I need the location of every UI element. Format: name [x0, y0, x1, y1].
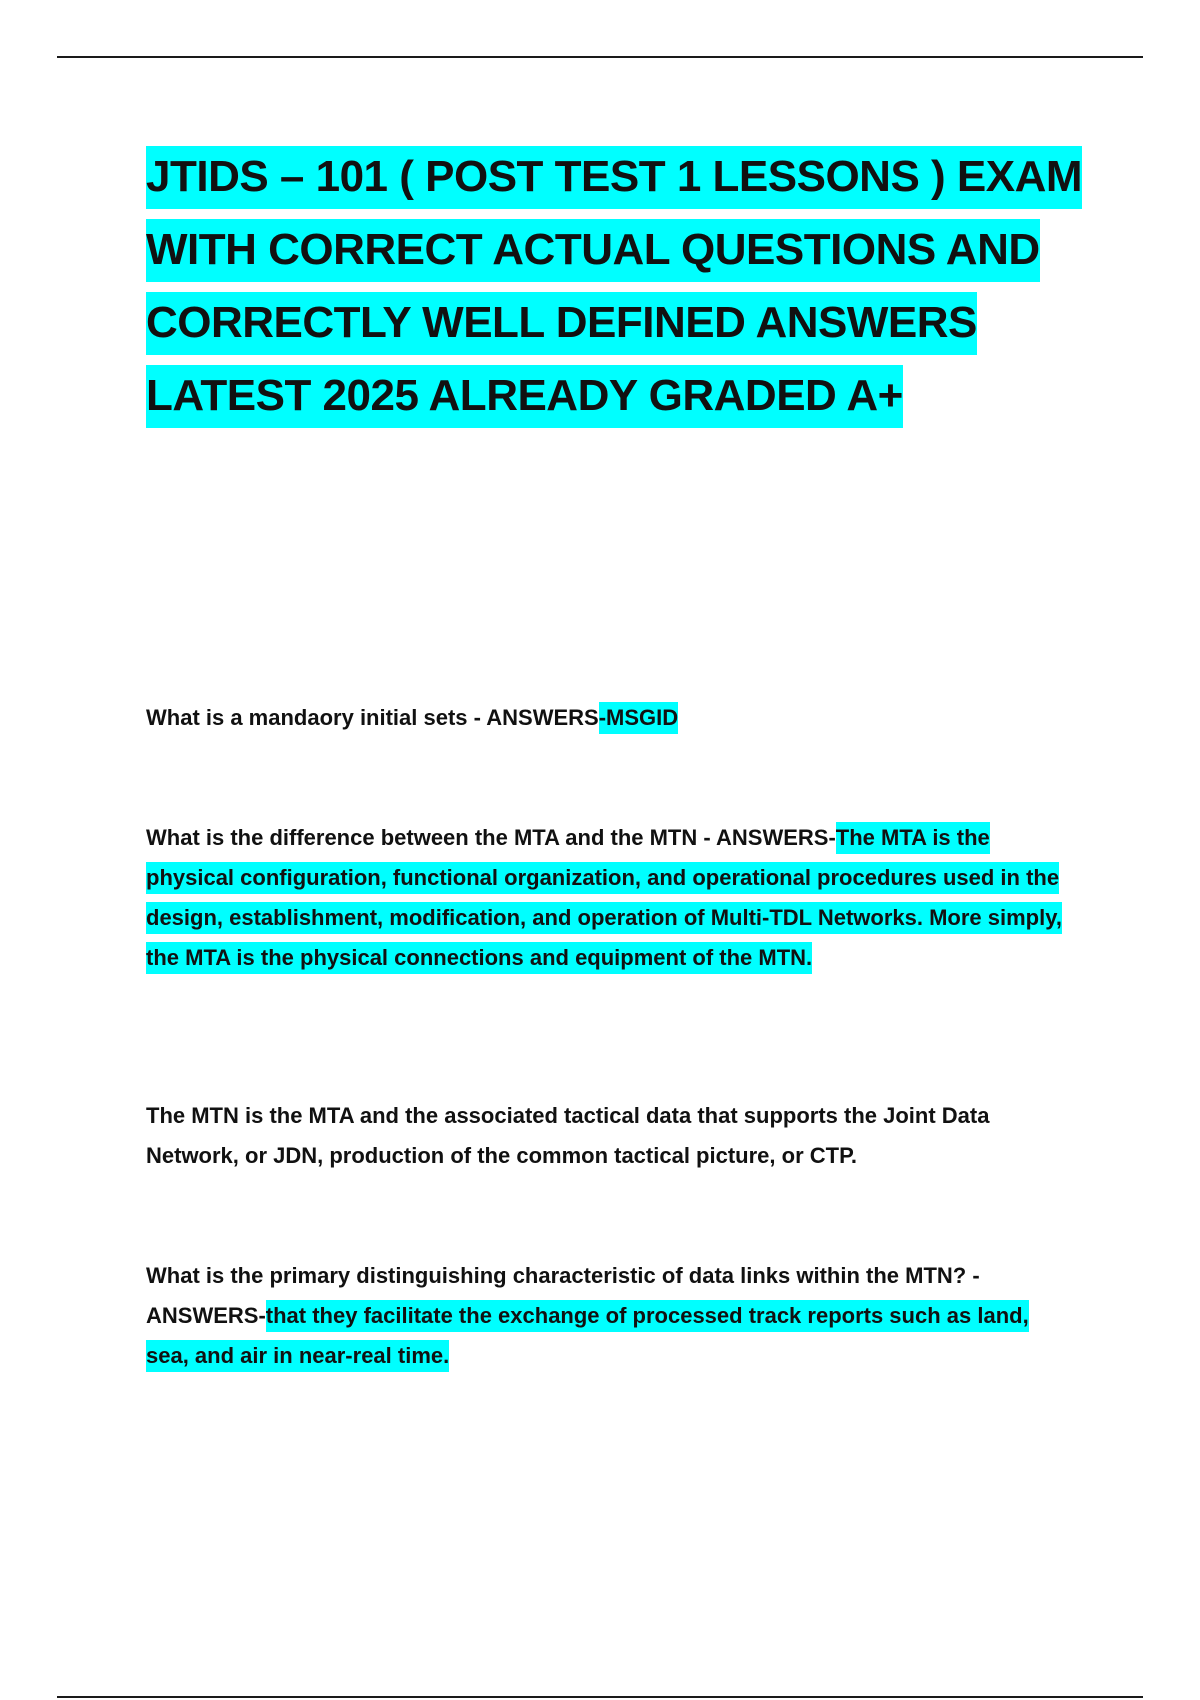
answer-text: -MSGID	[599, 702, 678, 734]
document-title	[146, 140, 1086, 432]
qa-item	[146, 818, 1076, 978]
bottom-rule	[57, 1696, 1143, 1698]
question-text: What is a mandaory initial sets - ANSWERS	[146, 705, 599, 730]
question-text: What is the primary distinguishing characteristic of data links within the MTN? - ANSWERS-	[146, 1263, 980, 1328]
answer-text: that they facilitate the exchange of processed track reports such as land, sea, and air in near-real time.	[146, 1300, 1029, 1372]
qa-item	[146, 698, 1076, 738]
question-text: What is the difference between the MTA and the MTN - ANSWERS-	[146, 825, 836, 850]
top-rule	[57, 56, 1143, 58]
title-highlight: JTIDS – 101 ( POST TEST 1 LESSONS ) EXAM WITH CORRECT ACTUAL QUESTIONS AND CORRECTLY WELL DEFINED ANSWERS LATEST 2025 ALREADY GRADED A+	[146, 146, 1082, 428]
body-paragraph: The MTN is the MTA and the associated tactical data that supports the Joint Data Network, or JDN, production of the common tactical picture, or CTP.	[146, 1103, 990, 1168]
qa-item	[146, 1256, 1076, 1376]
answer-text: The MTA is the physical configuration, functional organization, and operational procedures used in the design, establishment, modification, and operation of Multi-TDL Networks. More simply, the MTA is the physical connections and equipment of the MTN.	[146, 822, 1062, 974]
